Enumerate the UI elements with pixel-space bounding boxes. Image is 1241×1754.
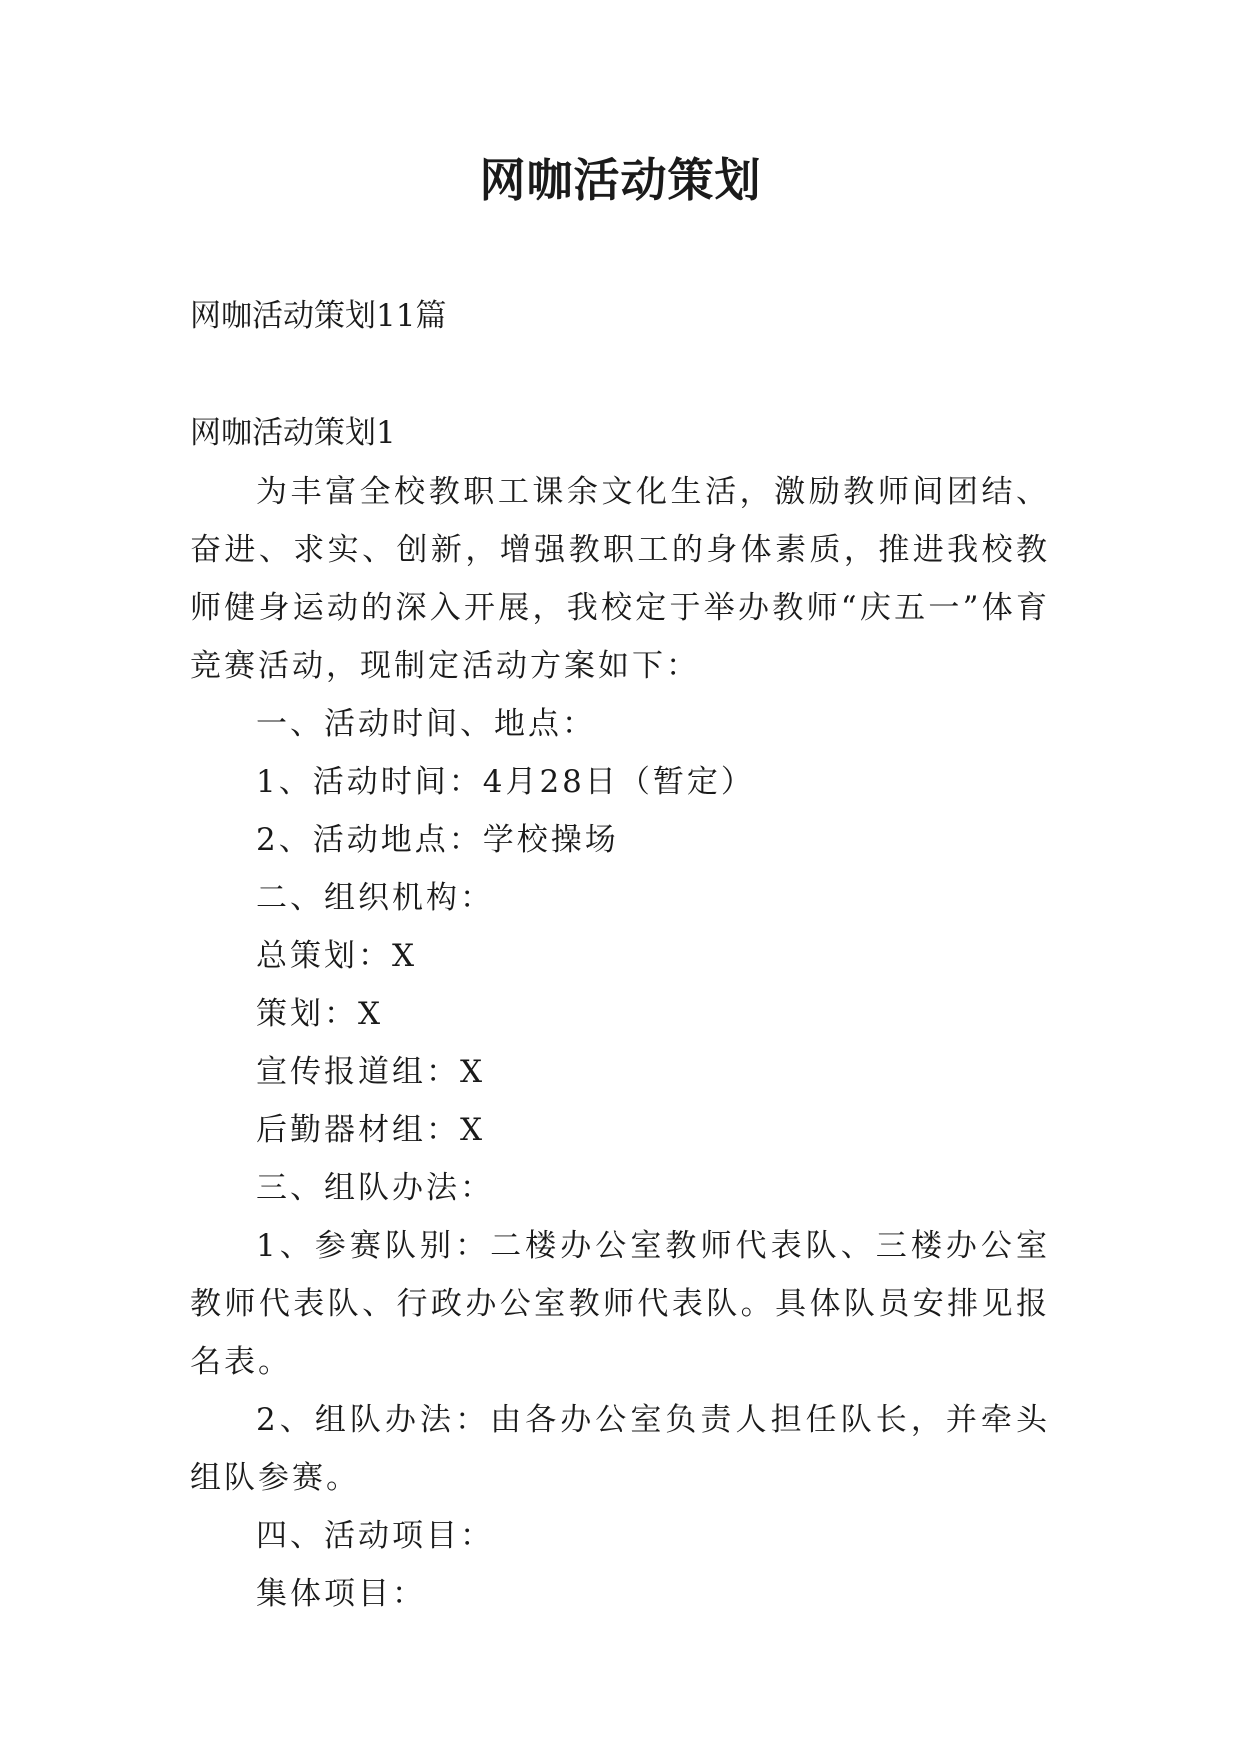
heading-activities: 四、活动项目： xyxy=(256,1518,494,1554)
paragraph-group-events: 集体项目： xyxy=(256,1576,426,1612)
document-body xyxy=(190,463,1050,1623)
document-title: 网咖活动策划 xyxy=(479,153,762,207)
heading-time-location: 一、活动时间、地点： xyxy=(256,706,596,742)
heading-team-method: 三、组队办法： xyxy=(256,1170,494,1206)
paragraph-publicity-group: 宣传报道组：X xyxy=(256,1054,486,1090)
paragraph-time: 1、活动时间：4月28日（暂定） xyxy=(256,764,755,800)
document-subtitle: 网咖活动策划11篇 xyxy=(190,298,447,334)
section-heading: 网咖活动策划1 xyxy=(190,415,396,451)
paragraph-intro: 为丰富全校教职工课余文化生活，激励教师间团结、奋进、求实、创新，增强教职工的身体素质，推进我校教师健身运动的深入开展，我校定于举办教师“庆五一”体育竞赛活动，现制定活动方案如下： xyxy=(190,474,1050,684)
paragraph-logistics-group: 后勤器材组：X xyxy=(256,1112,486,1148)
heading-organization: 二、组织机构： xyxy=(256,880,494,916)
paragraph-teams: 1、参赛队别：二楼办公室教师代表队、三楼办公室教师代表队、行政办公室教师代表队。具体队员安排见报名表。 xyxy=(190,1228,1050,1380)
paragraph-planner: 策划：X xyxy=(256,996,384,1032)
paragraph-team-formation: 2、组队办法：由各办公室负责人担任队长，并牵头组队参赛。 xyxy=(190,1402,1050,1496)
paragraph-chief-planner: 总策划：X xyxy=(256,938,418,974)
paragraph-location: 2、活动地点：学校操场 xyxy=(256,822,619,858)
